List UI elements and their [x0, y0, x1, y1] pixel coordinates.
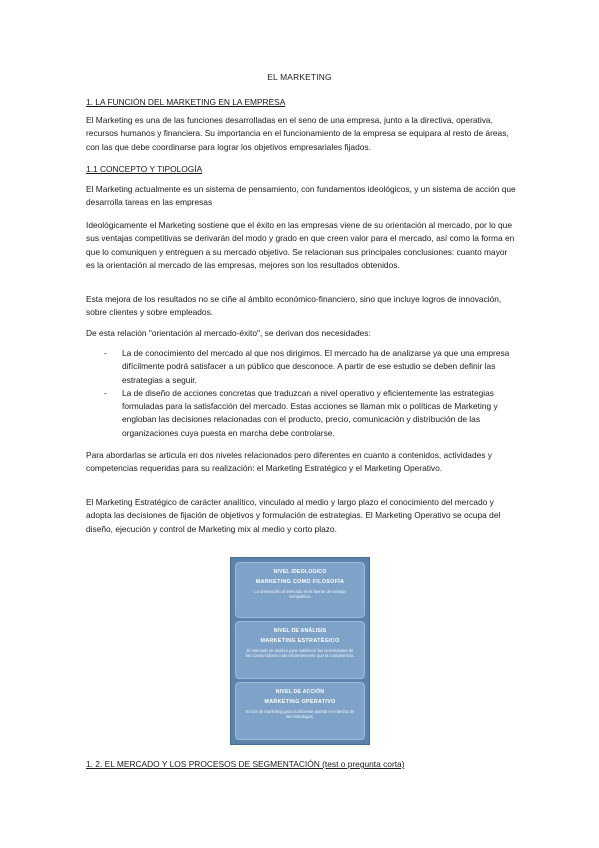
concept-paragraph-4: De esta relación "orientación al mercado-éxito", se derivan dos necesidades:: [86, 328, 371, 338]
concept-paragraph-6: El Marketing Estratégico de carácter analítico, vinculado al medio y largo plazo el conocimiento del mercado y adopta las decisiones de fijación de objetivos y formulación de estrategias. El Marketing Operativo se ocupa del diseño, ejecución y control de Marketing mix al medio y corto plazo.: [86, 497, 501, 534]
list-item-text: La de diseño de acciones concretas que traduzcan a nivel operativo y eficientemente las estrategias formuladas para la satisfacción del mercado. Estas acciones se llaman mix o políticas de Marketing y engloban las decisiones relacionadas con el producto, precio, comunicación y distribución de las organizaciones cuya puesta en marcha debe controlarse.: [122, 387, 498, 438]
bullet-dash: -: [104, 348, 107, 358]
level-box-ideological: [235, 562, 365, 618]
level-name: MARKETING ESTRATÉGICO: [260, 638, 340, 644]
section-1-heading: 1. LA FUNCIÓN DEL MARKETING EN LA EMPRESA: [86, 97, 286, 107]
marketing-levels-diagram: [230, 557, 370, 745]
level-name: MARKETING COMO FILOSOFÍA: [255, 579, 345, 585]
needs-list: [86, 347, 516, 440]
level-label: NIVEL DE ANÁLISIS: [273, 628, 327, 634]
list-item-text: La de conocimiento del mercado al que nos dirigimos. El mercado ha de analizarse ya que una empresa difícilmente podrá satisfacer a un público que desconoce. A partir de ese estudio se deben definir las estrategias a seguir.: [122, 348, 510, 385]
document-title: EL MARKETING: [267, 72, 332, 82]
level-label: NIVEL DE ACCIÓN: [275, 689, 325, 695]
concept-paragraph-5: Para abordarlas se articula en dos niveles relacionados pero diferentes en cuanto a contenidos, actividades y competencias requeridas para su realización: el Marketing Estratégico y el Marketing Operativo.: [86, 450, 492, 474]
level-description: El mix de marketing para la eficiente puesta en marcha de las estrategias.: [245, 709, 354, 720]
level-box-action: [235, 682, 365, 740]
concept-paragraph-1: El Marketing actualmente es un sistema de pensamiento, con fundamentos ideológicos, y un sistema de acción que desarrolla tareas en las empresas: [86, 184, 516, 208]
level-name: MARKETING OPERATIVO: [264, 699, 336, 705]
concept-paragraph-2: Ideológicamente el Marketing sostiene que el éxito en las empresas viene de su orientación al mercado, por lo que sus ventajas competitivas se derivarán del modo y grado en que creen valor para el mercado, así como la forma en que lo comuniquen y entreguen a su mercado objetivo. Se relacionan sus principales conclusiones: cuanto mayor es la orientación al mercado de las empresas, mejores son los resultados obtenidos.: [86, 220, 515, 270]
list-item: [86, 347, 516, 387]
section-1-paragraph: El Marketing es una de las funciones desarrolladas en el seno de una empresa, junto a la directiva, operativa, recursos humanos y financiera. Su importancia en el funcionamiento de la empresa se equipara al resto de áreas, con las que debe coordinarse para lograr los objetivos empresariales fijados.: [86, 115, 509, 152]
bullet-dash: -: [104, 387, 107, 398]
list-item: [86, 387, 516, 440]
concept-paragraph-3: Esta mejora de los resultados no se ciñe al ámbito económico-financiero, sino que incluye logros de innovación, sobre clientes y sobre empleados.: [86, 294, 502, 318]
level-description: La orientación al mercado es la fuente de ventaja competitiva.: [254, 589, 346, 600]
section-1-2-heading: 1. 2. EL MERCADO Y LOS PROCESOS DE SEGMENTACIÓN (test o pregunta corta): [86, 759, 405, 769]
section-1-1-heading: 1.1 CONCEPTO Y TIPOLOGÍA: [86, 164, 203, 174]
level-box-analysis: [235, 621, 365, 679]
level-description: El mercado se analiza para satisfacer las necesidades de los consumidores más eficientemente que la competencia.: [245, 648, 355, 659]
level-label: NIVEL IDEOLOGICO: [273, 569, 327, 575]
